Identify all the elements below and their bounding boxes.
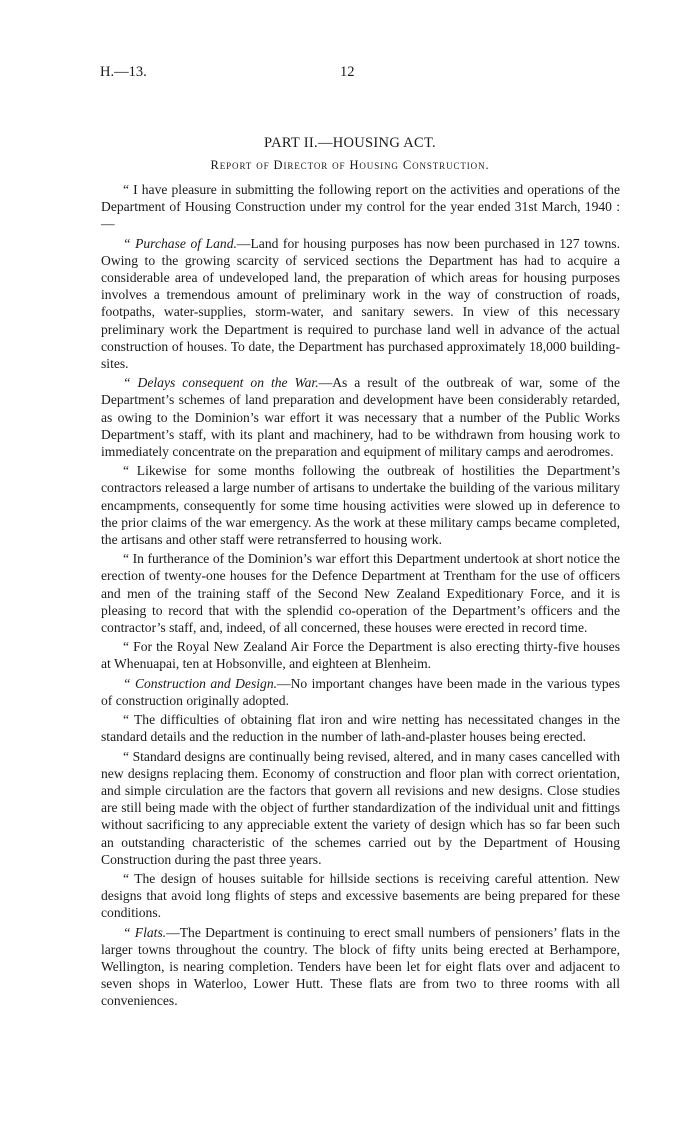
paragraph [101,181,620,233]
paragraph-text: “ Standard designs are continually being revised, altered, and in many cases cancelled with new designs replacing them. Economy of construction and floor plan with correct orientation, and simple circulation are the factors that govern all revisions and new designs. Close studies are still being made with the object of further standardization of the individual unit and fittings without sacrificing to any appreciable extent the variety of design which has so far been such an outstanding characteristic of the schemes carried out by the Department of Housing Construction during the past three years. [101,748,620,867]
report-body [101,181,620,1010]
paragraph [101,675,620,709]
paragraph-text: “ I have pleasure in submitting the following report on the activities and operations of the Department of Housing Construction under my control for the year ended 31st March, 1940 :— [101,182,620,232]
paragraph [101,235,620,373]
paragraph [101,462,620,548]
running-header [100,64,620,84]
paragraph [101,638,620,672]
paragraph [101,711,620,745]
paragraph-heading: “ Construction and Design. [123,675,278,691]
paragraph-heading: “ Purchase of Land. [123,235,237,251]
document-reference: H.—13. [100,64,147,80]
paragraph [101,870,620,922]
paragraph-heading: “ Delays consequent on the War. [123,375,319,391]
paragraph-text: “ In furtherance of the Dominion’s war effort this Department undertook at short notice the erection of twenty-one houses for the Defence Department at Trentham for the use of officers and men of the training staff of the Second New Zealand Expeditionary Force, and it is pleasing to record that with the splendid co-operation of the Department’s officers and the contractor’s staff, and, indeed, of all concerned, these houses were erected in record time. [101,551,620,636]
paragraph [101,374,620,460]
paragraph [101,924,620,1010]
title-block [80,135,620,173]
paragraph-heading: “ Flats. [123,924,167,940]
page-number: 12 [340,64,355,80]
paragraph-text: “ The difficulties of obtaining flat iron and wire netting has necessitated changes in the standard details and the reduction in the number of lath-and-plaster houses being erected. [101,712,620,745]
paragraph-text: —The Department is continuing to erect small numbers of pensioners’ flats in the larger towns throughout the country. The block of fifty units being erected at Berhampore, Wellington, is nearing completion. Tenders have been let for eight flats over and adjacent to seven shops in Waterloo, Lower Hutt. These flats are from two to three rooms with all conveniences. [101,924,620,1009]
report-title: Report of Director of Housing Construction. [210,158,490,172]
paragraph [101,550,620,636]
paragraph-text: “ The design of houses suitable for hillside sections is receiving careful attention. New designs that avoid long flights of steps and excessive basements are being prepared for these conditions. [101,870,620,921]
paragraph-text: “ Likewise for some months following the outbreak of hostilities the Department’s contractors released a large number of artisans to undertake the building of the various military encampments, consequently for some time housing activities were slowed up in deference to the prior claims of the war emergency. As the work at these military camps became completed, the artisans and other staff were retransferred to housing work. [101,463,620,548]
paragraph-text: “ For the Royal New Zealand Air Force the Department is also erecting thirty-five houses at Whenuapai, ten at Hobsonville, and eighteen at Blenheim. [101,639,620,672]
paragraph-text: —No important changes have been made in the various types of construction originally adopted. [101,675,620,708]
paragraph-text: —As a result of the outbreak of war, some of the Department’s schemes of land preparation and development have been considerably retarded, as owing to the Dominion’s war effort it was necessary that a number of the Public Works Department’s staff, with its plant and machinery, had to be withdrawn from housing work to immediately concentrate on the preparation and equipment of military camps and aerodromes. [101,375,620,460]
paragraph-text: —Land for housing purposes has now been purchased in 127 towns. Owing to the growing scarcity of serviced sections the Department has had to acquire a considerable area of undeveloped land, the preparation of which areas for housing purposes involves a tremendous amount of preliminary work in the way of construction of roads, footpaths, water-supplies, storm-water, and sanitary sewers. In view of this necessary preliminary work the Department is required to purchase land well in advance of the actual construction of houses. To date, the Department has purchased approximately 18,000 building-sites. [101,235,620,372]
paragraph [101,748,620,868]
part-title: PART II.—HOUSING ACT. [264,135,436,151]
